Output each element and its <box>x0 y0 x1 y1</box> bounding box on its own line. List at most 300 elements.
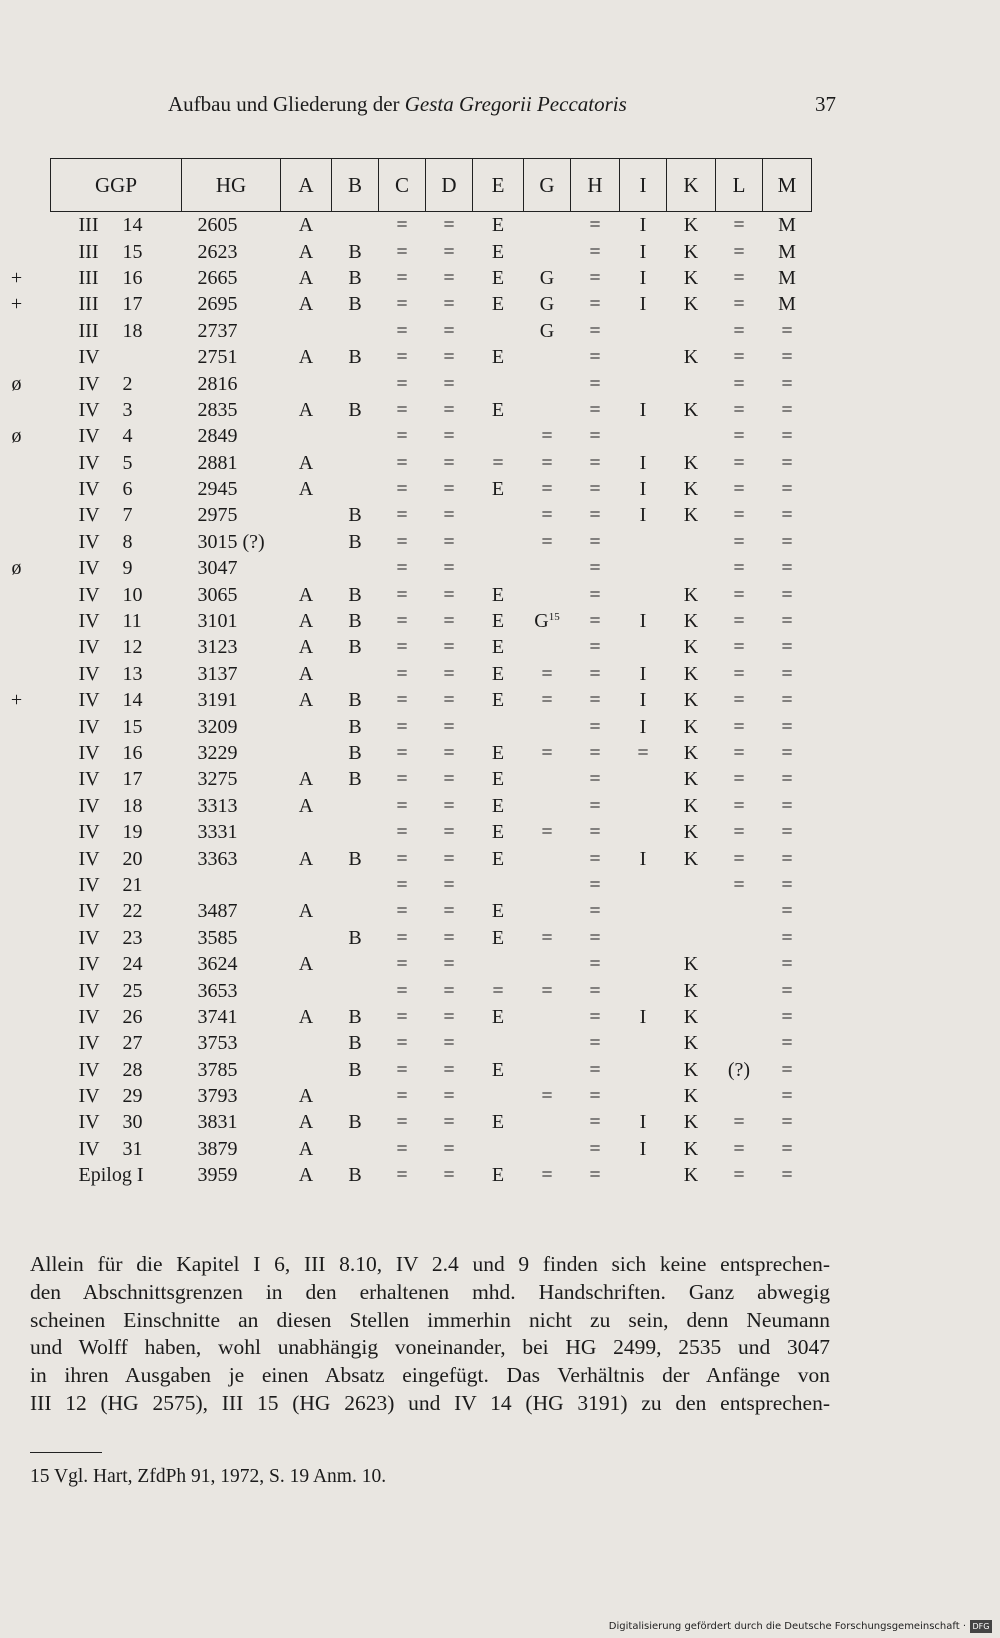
row-marker: + <box>10 293 23 316</box>
manuscript-cell-m: = <box>781 689 793 712</box>
manuscript-cell-g <box>524 1109 571 1135</box>
manuscript-cell-g: = <box>541 821 553 844</box>
manuscript-cell-e: = <box>492 979 504 1002</box>
table-row <box>51 423 812 449</box>
manuscript-cell-l: = <box>733 451 745 474</box>
chapter-book: IV <box>78 398 100 421</box>
manuscript-cell-g: G <box>539 293 555 316</box>
manuscript-cell-d: = <box>443 557 455 580</box>
manuscript-cell-a: A <box>298 636 314 659</box>
manuscript-cell-a <box>281 872 332 898</box>
chapter-book: IV <box>78 873 100 896</box>
manuscript-cell-d: = <box>443 451 455 474</box>
manuscript-cell-b <box>332 476 379 502</box>
manuscript-cell-k: K <box>683 293 699 316</box>
manuscript-cell-a <box>281 713 332 739</box>
running-title: Aufbau und Gliederung der Gesta Gregorii Peccatoris <box>168 92 627 116</box>
paragraph-line: und Wolff haben, wohl unabhängig voneinander, bei HG 2499, 2535 und 3047 <box>30 1335 830 1360</box>
manuscript-cell-l <box>716 977 763 1003</box>
ggp-cell <box>51 740 182 766</box>
manuscript-cell-e <box>473 1136 524 1162</box>
manuscript-cell-d: = <box>443 398 455 421</box>
manuscript-cell-c: = <box>396 240 408 263</box>
manuscript-cell-b: B <box>348 715 362 738</box>
manuscript-cell-e: = <box>492 451 504 474</box>
manuscript-cell-g: = <box>541 425 553 448</box>
manuscript-cell-m: M <box>778 240 796 263</box>
column-header-e: E <box>473 159 524 212</box>
paragraph-line: scheinen Einschnitte an diesen Stellen immerhin nicht zu sein, denn Neumann <box>30 1307 830 1332</box>
hg-verse-cell: 3015 (?) <box>197 530 265 553</box>
manuscript-cell-d: = <box>443 530 455 553</box>
manuscript-cell-i: I <box>639 504 647 527</box>
manuscript-cell-m: = <box>781 873 793 896</box>
manuscript-cell-b: B <box>348 1111 362 1134</box>
manuscript-cell-l: = <box>733 873 745 896</box>
manuscript-cell-b: B <box>348 1005 362 1028</box>
hg-verse-cell: 3191 <box>197 689 238 712</box>
hg-verse-cell: 3624 <box>197 953 238 976</box>
chapter-number: 16 <box>122 266 143 289</box>
manuscript-cell-a <box>281 318 332 344</box>
row-marker: ø <box>11 372 22 395</box>
manuscript-cell-l <box>716 1083 763 1109</box>
chapter-number: 23 <box>122 926 143 949</box>
manuscript-cell-k: K <box>683 689 699 712</box>
manuscript-cell-e <box>473 713 524 739</box>
chapter-number: 11 <box>122 610 142 633</box>
table-row <box>51 318 812 344</box>
manuscript-cell-d: = <box>443 742 455 764</box>
manuscript-cell-m: = <box>781 398 793 421</box>
chapter-number: 22 <box>122 900 143 923</box>
manuscript-cell-l: = <box>733 266 745 289</box>
manuscript-cell-h: = <box>589 610 601 633</box>
manuscript-cell-i <box>620 529 667 555</box>
manuscript-cell-d: = <box>443 662 455 685</box>
table-row <box>51 265 812 291</box>
manuscript-cell-k: K <box>683 504 699 527</box>
hg-verse-cell: 3487 <box>197 900 238 923</box>
hg-verse-cell: 3313 <box>197 794 238 817</box>
hg-verse-cell: 3209 <box>197 715 238 738</box>
manuscript-cell-a <box>281 925 332 951</box>
manuscript-cell-l: = <box>733 794 745 817</box>
manuscript-cell-e: E <box>491 1164 505 1187</box>
manuscript-cell-h: = <box>589 1137 601 1160</box>
manuscript-cell-m: = <box>781 742 793 764</box>
manuscript-cell-k: K <box>683 1058 699 1081</box>
chapter-book: IV <box>78 1005 100 1028</box>
chapter-number: 21 <box>122 873 143 896</box>
manuscript-cell-d: = <box>443 214 455 237</box>
manuscript-cell-g <box>524 397 571 423</box>
table-row <box>51 687 812 713</box>
ggp-cell <box>11 370 182 396</box>
manuscript-cell-b <box>332 555 379 581</box>
chapter-book: IV <box>78 900 100 923</box>
manuscript-cell-c: = <box>396 293 408 316</box>
manuscript-cell-e: E <box>491 847 505 870</box>
column-header-a: A <box>281 159 332 212</box>
manuscript-cell-b <box>332 450 379 476</box>
chapter-number: 20 <box>122 847 143 870</box>
paragraph-line: den Abschnittsgrenzen in den erhaltenen mhd. Handschriften. Ganz abwegig <box>30 1279 830 1304</box>
manuscript-cell-l: = <box>733 398 745 421</box>
manuscript-cell-h: = <box>589 1085 601 1108</box>
ggp-cell <box>51 450 182 476</box>
manuscript-cell-l: = <box>733 847 745 870</box>
manuscript-cell-l: = <box>733 319 745 342</box>
manuscript-cell-a <box>281 370 332 396</box>
manuscript-cell-h: = <box>589 319 601 342</box>
manuscript-cell-k <box>667 925 716 951</box>
manuscript-cell-a <box>281 740 332 766</box>
manuscript-cell-k <box>667 318 716 344</box>
manuscript-cell-a: A <box>298 1085 314 1108</box>
manuscript-cell-h: = <box>589 636 601 659</box>
manuscript-cell-b: B <box>348 1032 362 1055</box>
manuscript-cell-k: K <box>683 1032 699 1055</box>
manuscript-cell-e: E <box>491 636 505 659</box>
manuscript-cell-h: = <box>589 742 601 764</box>
manuscript-cell-d: = <box>443 768 455 791</box>
ggp-cell <box>51 872 182 898</box>
manuscript-cell-b <box>332 1083 379 1109</box>
manuscript-cell-a: A <box>298 1005 314 1028</box>
manuscript-cell-d: = <box>443 372 455 395</box>
table-row <box>51 872 812 898</box>
manuscript-cell-m: = <box>781 1111 793 1134</box>
manuscript-cell-e <box>473 502 524 528</box>
table-row <box>51 661 812 687</box>
table-row <box>51 476 812 502</box>
manuscript-cell-h: = <box>589 398 601 421</box>
manuscript-cell-i: I <box>639 1137 647 1160</box>
manuscript-cell-e <box>473 370 524 396</box>
manuscript-cell-a: A <box>298 214 314 237</box>
manuscript-cell-e: E <box>491 1111 505 1134</box>
hg-verse-cell: 2975 <box>197 504 238 527</box>
manuscript-cell-b: B <box>348 926 362 949</box>
manuscript-cell-i: I <box>639 1005 647 1028</box>
manuscript-cell-m: = <box>781 530 793 553</box>
chapter-number: 10 <box>122 583 143 606</box>
manuscript-cell-l: = <box>733 821 745 844</box>
manuscript-cell-e: E <box>491 900 505 923</box>
table-row <box>51 1109 812 1135</box>
manuscript-cell-i: I <box>639 398 647 421</box>
manuscript-cell-d: = <box>443 319 455 342</box>
hg-verse-cell: 3653 <box>197 979 238 1002</box>
manuscript-cell-i <box>620 766 667 792</box>
chapter-book: IV <box>78 372 100 395</box>
manuscript-cell-b: B <box>348 1058 362 1081</box>
manuscript-cell-l: = <box>733 742 745 764</box>
manuscript-cell-k: K <box>683 979 699 1002</box>
manuscript-cell-g: = <box>541 742 553 764</box>
column-header-b: B <box>332 159 379 212</box>
manuscript-cell-k: K <box>683 478 699 501</box>
manuscript-cell-h: = <box>589 926 601 949</box>
manuscript-cell-d: = <box>443 346 455 369</box>
manuscript-cell-d: = <box>443 1005 455 1028</box>
manuscript-cell-k <box>667 872 716 898</box>
manuscript-cell-d: = <box>443 504 455 527</box>
manuscript-cell-i <box>620 555 667 581</box>
manuscript-cell-e <box>473 318 524 344</box>
manuscript-cell-a: A <box>298 1111 314 1134</box>
hg-verse-cell: 2605 <box>197 214 238 237</box>
manuscript-cell-m: = <box>781 451 793 474</box>
manuscript-cell-h: = <box>589 821 601 844</box>
manuscript-cell-h: = <box>589 794 601 817</box>
hg-verse-cell: 2665 <box>197 266 238 289</box>
manuscript-cell-c: = <box>396 610 408 633</box>
chapter-number: 17 <box>122 293 143 316</box>
manuscript-cell-c: = <box>396 425 408 448</box>
manuscript-cell-l: = <box>733 715 745 738</box>
manuscript-cell-h: = <box>589 1058 601 1081</box>
ggp-cell <box>51 925 182 951</box>
manuscript-cell-b <box>332 661 379 687</box>
manuscript-cell-g: = <box>541 530 553 553</box>
table-row <box>51 1083 812 1109</box>
chapter-book: IV <box>78 1085 100 1108</box>
manuscript-cell-k: K <box>683 794 699 817</box>
hg-verse-cell: 2737 <box>197 319 238 342</box>
manuscript-cell-g <box>524 555 571 581</box>
manuscript-cell-m: = <box>781 715 793 738</box>
row-marker: + <box>10 689 23 712</box>
chapter-book: III <box>78 319 99 342</box>
table-row <box>51 925 812 951</box>
manuscript-cell-i <box>620 1162 667 1188</box>
manuscript-cell-l: = <box>733 530 745 553</box>
manuscript-cell-c: = <box>396 214 408 237</box>
manuscript-cell-b: B <box>348 346 362 369</box>
manuscript-cell-m: = <box>781 610 793 633</box>
manuscript-cell-e: E <box>491 1005 505 1028</box>
hg-verse-cell: 2945 <box>197 478 238 501</box>
manuscript-cell-a: A <box>298 689 314 712</box>
manuscript-cell-b: B <box>348 293 362 316</box>
manuscript-cell-g: = <box>541 1085 553 1108</box>
hg-verse-cell: 3959 <box>197 1164 238 1187</box>
ggp-cell <box>51 1057 182 1083</box>
manuscript-cell-d: = <box>443 1111 455 1134</box>
manuscript-cell-m: M <box>778 214 796 237</box>
table-row <box>51 370 812 396</box>
chapter-book: IV <box>78 451 100 474</box>
manuscript-cell-d: = <box>443 847 455 870</box>
manuscript-cell-c: = <box>396 346 408 369</box>
manuscript-cell-l <box>716 898 763 924</box>
manuscript-cell-a <box>281 977 332 1003</box>
hg-verse-cell: 3585 <box>197 926 238 949</box>
manuscript-cell-e: E <box>491 821 505 844</box>
manuscript-cell-h: = <box>589 768 601 791</box>
manuscript-cell-e: E <box>491 240 505 263</box>
manuscript-cell-c: = <box>396 372 408 395</box>
manuscript-cell-a: A <box>298 662 314 685</box>
chapter-number: 28 <box>122 1058 143 1081</box>
manuscript-cell-c: = <box>396 715 408 738</box>
manuscript-cell-d: = <box>443 1085 455 1108</box>
table-row <box>51 608 812 634</box>
manuscript-cell-i <box>620 977 667 1003</box>
chapter-number: 30 <box>122 1111 143 1134</box>
footnote: 15 Vgl. Hart, ZfdPh 91, 1972, S. 19 Anm. 10. <box>30 1466 387 1487</box>
ggp-cell <box>51 1162 182 1188</box>
table-row <box>51 212 812 239</box>
hg-verse-cell: 3047 <box>197 557 238 580</box>
hg-verse-cell: 3331 <box>197 821 238 844</box>
chapter-book: IV <box>78 1058 100 1081</box>
manuscript-cell-l: = <box>733 1137 745 1160</box>
manuscript-cell-g <box>524 1136 571 1162</box>
manuscript-cell-e: E <box>491 742 505 764</box>
chapter-book: IV <box>78 794 100 817</box>
chapter-number: 18 <box>122 794 143 817</box>
chapter-number: 16 <box>122 742 143 764</box>
table-row <box>51 555 812 581</box>
table-row <box>51 1004 812 1030</box>
column-header-ggp: GGP <box>51 159 182 212</box>
ggp-cell <box>51 238 182 264</box>
manuscript-cell-i <box>620 634 667 660</box>
manuscript-cell-b: B <box>348 530 362 553</box>
manuscript-cell-g <box>524 845 571 871</box>
chapter-book: IV <box>78 662 100 685</box>
manuscript-cell-e: E <box>491 794 505 817</box>
chapter-number: 29 <box>122 1085 143 1108</box>
manuscript-cell-b: B <box>348 504 362 527</box>
chapter-book: IV <box>78 530 100 553</box>
chapter-number: 8 <box>122 530 133 553</box>
chapter-number: 6 <box>122 478 133 501</box>
chapter-number: 18 <box>122 319 143 342</box>
manuscript-cell-a: A <box>298 398 314 421</box>
manuscript-cell-k: K <box>683 636 699 659</box>
manuscript-cell-e: E <box>491 1058 505 1081</box>
chapter-book: IV <box>78 1137 100 1160</box>
manuscript-cell-h: = <box>589 662 601 685</box>
table-row <box>51 793 812 819</box>
manuscript-cell-k: K <box>683 953 699 976</box>
manuscript-cell-e: E <box>491 583 505 606</box>
ggp-cell <box>10 265 182 291</box>
manuscript-cell-d: = <box>443 715 455 738</box>
manuscript-cell-c: = <box>396 926 408 949</box>
manuscript-cell-l: = <box>733 478 745 501</box>
manuscript-cell-c: = <box>396 821 408 844</box>
manuscript-cell-b: B <box>348 1164 362 1187</box>
manuscript-cell-m: = <box>781 425 793 448</box>
manuscript-cell-h: = <box>589 583 601 606</box>
chapter-book: IV <box>78 689 100 712</box>
manuscript-cell-d: = <box>443 293 455 316</box>
manuscript-cell-k: K <box>683 1111 699 1134</box>
manuscript-cell-h: = <box>589 504 601 527</box>
column-header-c: C <box>379 159 426 212</box>
manuscript-cell-e: E <box>491 266 505 289</box>
manuscript-cell-h: = <box>589 557 601 580</box>
manuscript-cell-a: A <box>298 847 314 870</box>
manuscript-cell-d: = <box>443 425 455 448</box>
dfg-logo: DFG <box>970 1620 992 1633</box>
hg-verse-cell: 2881 <box>197 451 238 474</box>
manuscript-cell-i: I <box>639 715 647 738</box>
manuscript-cell-h: = <box>589 689 601 712</box>
column-header-d: D <box>426 159 473 212</box>
manuscript-cell-l: = <box>733 1111 745 1134</box>
manuscript-cell-a <box>281 1030 332 1056</box>
manuscript-cell-e: E <box>491 346 505 369</box>
ggp-cell <box>51 661 182 687</box>
manuscript-cell-g <box>524 766 571 792</box>
ggp-cell <box>51 608 182 634</box>
manuscript-cell-a: A <box>298 451 314 474</box>
manuscript-cell-c: = <box>396 900 408 923</box>
manuscript-cell-i <box>620 925 667 951</box>
manuscript-cell-g <box>524 1030 571 1056</box>
manuscript-cell-i <box>620 819 667 845</box>
manuscript-cell-c: = <box>396 1137 408 1160</box>
manuscript-cell-e <box>473 951 524 977</box>
manuscript-cell-k: K <box>683 1164 699 1187</box>
chapter-book: IV <box>78 742 100 764</box>
manuscript-cell-c: = <box>396 689 408 712</box>
manuscript-cell-l <box>716 925 763 951</box>
chapter-number: 17 <box>122 768 143 791</box>
manuscript-cell-i: I <box>639 266 647 289</box>
manuscript-cell-g: G <box>539 266 555 289</box>
manuscript-cell-c: = <box>396 266 408 289</box>
manuscript-cell-k: K <box>683 1005 699 1028</box>
manuscript-cell-d: = <box>443 979 455 1002</box>
chapter-book: IV <box>78 610 100 633</box>
manuscript-cell-d: = <box>443 821 455 844</box>
manuscript-cell-i <box>620 1030 667 1056</box>
manuscript-cell-a: A <box>298 1137 314 1160</box>
manuscript-cell-d: = <box>443 610 455 633</box>
manuscript-cell-m: = <box>781 847 793 870</box>
chapter-book: IV <box>78 926 100 949</box>
manuscript-cell-k: K <box>683 214 699 237</box>
manuscript-cell-l: = <box>733 346 745 369</box>
manuscript-cell-b: B <box>348 266 362 289</box>
manuscript-cell-i <box>620 581 667 607</box>
manuscript-cell-g <box>524 344 571 370</box>
manuscript-cell-c: = <box>396 847 408 870</box>
manuscript-cell-g <box>524 581 571 607</box>
manuscript-cell-b: B <box>348 742 362 764</box>
manuscript-cell-e <box>473 555 524 581</box>
manuscript-cell-m: = <box>781 1164 793 1187</box>
chapter-book: IV <box>78 1111 100 1134</box>
table-row <box>51 1136 812 1162</box>
manuscript-cell-i: I <box>639 1111 647 1134</box>
manuscript-cell-a: A <box>298 266 314 289</box>
ggp-cell <box>51 1109 182 1135</box>
manuscript-cell-b: B <box>348 636 362 659</box>
ggp-cell <box>51 1136 182 1162</box>
manuscript-cell-c: = <box>396 1111 408 1134</box>
table-row <box>51 845 812 871</box>
manuscript-cell-h: = <box>589 979 601 1002</box>
footnote-ref: 15 <box>548 611 560 624</box>
